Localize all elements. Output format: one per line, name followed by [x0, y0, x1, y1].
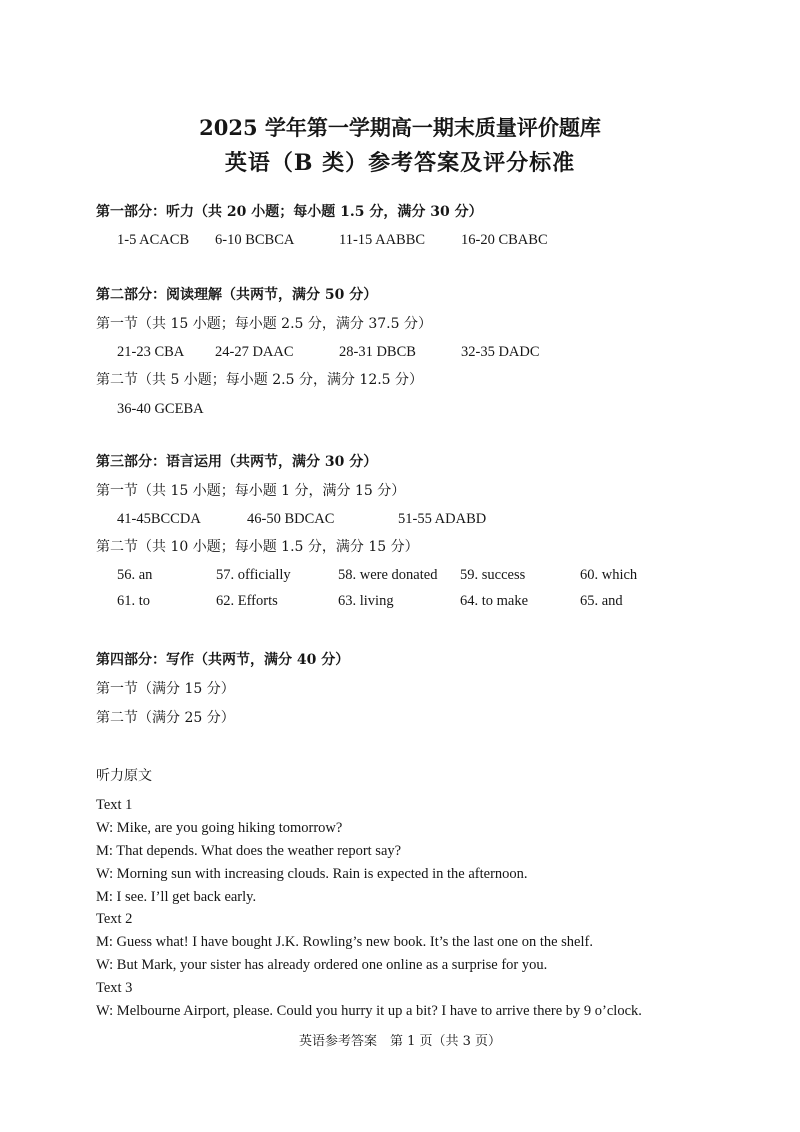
part4-section1: 第一节（满分 15 分）	[96, 681, 235, 697]
transcript-line: M: That depends. What does the weather report say?	[96, 843, 402, 859]
answer-cell: 58. were donated	[338, 567, 438, 583]
part3-section2-heading: 第二节（共 10 小题；每小题 1.5 分，满分 15 分）	[96, 539, 419, 555]
part4-section2: 第二节（满分 25 分）	[96, 710, 235, 726]
transcript-line: Text 3	[96, 980, 133, 996]
document-title: 2025 学年第一学期高一期末质量评价题库	[199, 115, 601, 140]
transcript-line: M: I see. I’ll get back early.	[96, 889, 257, 905]
part2-heading: 第二部分：阅读理解（共两节，满分 50 分）	[96, 287, 378, 303]
transcript-line: Text 2	[96, 911, 133, 927]
answer-cell: 64. to make	[460, 593, 529, 609]
answer-cell: 63. living	[338, 593, 394, 609]
part4-heading: 第四部分：写作（共两节，满分 40 分）	[96, 652, 350, 668]
page-footer: 英语参考答案 第 1 页（共 3 页）	[298, 1034, 502, 1049]
answer-cell: 57. officially	[216, 567, 291, 583]
answer-group: 1-5 ACACB	[117, 232, 190, 248]
part3-section1-heading: 第一节（共 15 小题；每小题 1 分，满分 15 分）	[96, 483, 406, 499]
answer-cell: 60. which	[580, 567, 638, 583]
answer-group: 11-15 AABBC	[339, 232, 426, 248]
transcript-line: Text 1	[96, 797, 133, 813]
answer-cell: 61. to	[117, 593, 151, 609]
answer-cell: 62. Efforts	[216, 593, 278, 609]
answer-cell: 56. an	[117, 567, 153, 583]
answer-group: 24-27 DAAC	[215, 344, 294, 360]
answer-group: 46-50 BDCAC	[247, 511, 335, 527]
answer-group: 51-55 ADABD	[398, 511, 487, 527]
answer-group: 16-20 CBABC	[461, 232, 548, 248]
answer-group: 32-35 DADC	[461, 344, 540, 360]
transcript-line: W: Melbourne Airport, please. Could you hurry it up a bit? I have to arrive there by 9 o’clock.	[96, 1003, 642, 1019]
transcript-line: W: But Mark, your sister has already ordered one online as a surprise for you.	[96, 957, 548, 973]
answer-group: 6-10 BCBCA	[215, 232, 295, 248]
transcript-line: M: Guess what! I have bought J.K. Rowling’s new book. It’s the last one on the shelf.	[96, 934, 593, 950]
transcript-line: W: Mike, are you going hiking tomorrow?	[96, 820, 343, 836]
answer-group: 28-31 DBCB	[339, 344, 416, 360]
listening-heading: 听力原文	[96, 768, 152, 784]
answer-cell: 65. and	[580, 593, 623, 609]
document-subtitle: 英语（B 类）参考答案及评分标准	[224, 150, 576, 176]
answer-group: 41-45BCCDA	[117, 511, 201, 527]
answer-cell: 59. success	[460, 567, 526, 583]
part2-section1-heading: 第一节（共 15 小题；每小题 2.5 分，满分 37.5 分）	[96, 316, 432, 332]
part3-heading: 第三部分：语言运用（共两节，满分 30 分）	[96, 454, 378, 470]
answer-group: 36-40 GCEBA	[117, 401, 204, 417]
part1-heading: 第一部分：听力（共 20 小题；每小题 1.5 分，满分 30 分）	[96, 204, 483, 220]
part2-section2-heading: 第二节（共 5 小题；每小题 2.5 分，满分 12.5 分）	[96, 372, 424, 388]
transcript-line: W: Morning sun with increasing clouds. Rain is expected in the afternoon.	[96, 866, 528, 882]
answer-group: 21-23 CBA	[117, 344, 185, 360]
